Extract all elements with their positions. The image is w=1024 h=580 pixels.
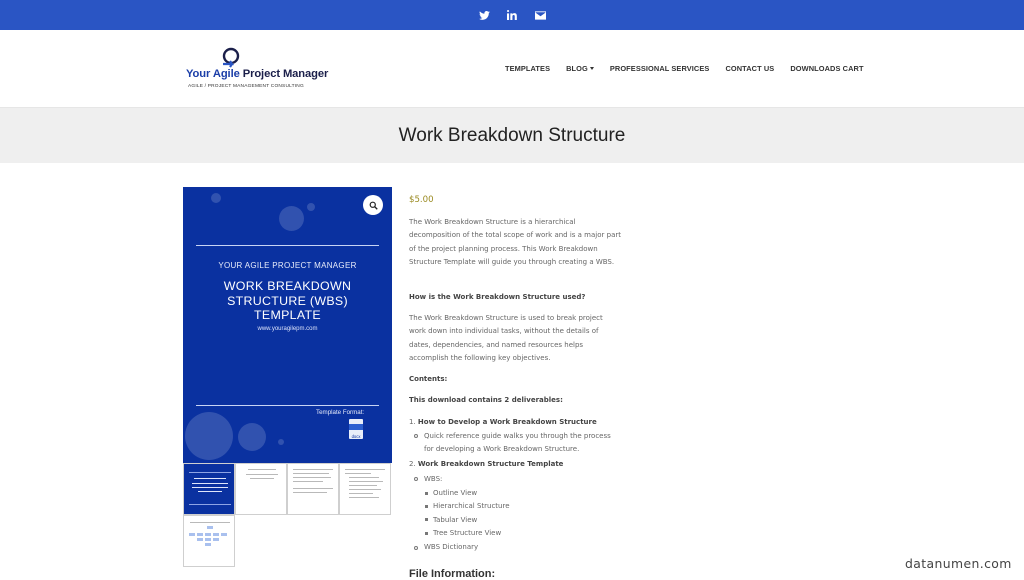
gallery-thumbnail[interactable] — [287, 463, 339, 515]
deliverable-item-2 — [409, 458, 563, 471]
decorative-circle — [278, 439, 284, 445]
twitter-icon[interactable] — [478, 9, 490, 21]
usage-text: The Work Breakdown Structure is used to break project work down into individual tasks, without the details of dates, dependencies, and named resources helps accomplish the following key objectives. — [409, 314, 603, 363]
site-header — [0, 30, 1024, 108]
zoom-button[interactable] — [363, 195, 383, 215]
logo-tagline: AGILE / PROJECT MANAGEMENT CONSULTING — [188, 84, 304, 89]
item-title: How to Develop a Work Breakdown Structure — [417, 418, 597, 426]
magnifier-icon — [369, 201, 378, 210]
item-number: 2. — [409, 460, 416, 468]
contents-heading: Contents: — [409, 375, 448, 383]
item1-description-line: for developing a Work Breakdown Structure. — [424, 445, 580, 453]
logo-text: Your Agile Project Manager — [186, 68, 329, 80]
bullet-circle — [414, 546, 418, 550]
bullet-square — [425, 492, 428, 495]
wbs-label: WBS: — [424, 475, 443, 483]
deliverables-heading: This download contains 2 deliverables: — [409, 396, 563, 404]
usage-heading: How is the Work Breakdown Structure used? — [409, 293, 586, 301]
nav-professional-services[interactable]: PROFESSIONAL SERVICES — [609, 64, 710, 73]
bullet-circle — [414, 434, 418, 438]
product-description: The Work Breakdown Structure is a hierarchical decomposition of the total scope of work and is a major part of the project planning process. This Work Breakdown Structure Template will guide you through creating a WBS. — [409, 218, 621, 267]
logo-swirl-icon — [220, 46, 244, 70]
cover-rule-bottom — [196, 405, 379, 406]
bullet-square — [425, 518, 428, 521]
product-main-image[interactable] — [183, 187, 392, 463]
nav-templates[interactable]: TEMPLATES — [505, 64, 551, 73]
wbs-view-item: Hierarchical Structure — [433, 502, 510, 510]
bullet-square — [425, 505, 428, 508]
gallery-thumbnail[interactable] — [183, 463, 235, 515]
docx-label: docx — [351, 434, 361, 439]
social-bar — [0, 0, 1024, 30]
item1-description-line: Quick reference guide walks you through the process — [424, 432, 611, 440]
cover-title — [183, 279, 392, 323]
wbs-view-item: Tree Structure View — [433, 529, 502, 537]
site-logo[interactable] — [186, 44, 346, 92]
nav-downloads-cart[interactable]: DOWNLOADS CART — [790, 64, 864, 73]
watermark: datanumen.com — [905, 556, 1012, 571]
gallery-thumbnail[interactable] — [339, 463, 391, 515]
main-nav — [505, 64, 864, 73]
cover-brand: YOUR AGILE PROJECT MANAGER — [218, 261, 357, 270]
bullet-square — [425, 532, 428, 535]
decorative-circle — [279, 206, 304, 231]
gallery-thumbnail[interactable] — [235, 463, 287, 515]
product-price: $5.00 — [409, 195, 434, 205]
caret-down-icon — [590, 67, 594, 70]
wbs-dictionary: WBS Dictionary — [424, 543, 479, 551]
cover-title-line: TEMPLATE — [254, 308, 321, 322]
cover-format-label: Template Format: — [316, 409, 365, 416]
item-number: 1. — [409, 418, 416, 426]
decorative-circle — [238, 423, 266, 451]
cover-title-line: STRUCTURE (WBS) — [227, 293, 348, 308]
cover-url: www.youragilepm.com — [257, 326, 318, 332]
page-title-band — [0, 108, 1024, 163]
decorative-circle — [307, 203, 315, 211]
nav-contact-us[interactable]: CONTACT US — [725, 64, 775, 73]
decorative-circle — [185, 412, 233, 460]
nav-blog[interactable] — [566, 64, 594, 73]
linkedin-icon[interactable] — [506, 9, 518, 21]
cover-title-line: WORK BREAKDOWN — [223, 279, 352, 293]
file-info-heading: File Information: — [409, 568, 496, 580]
wbs-view-item: Tabular View — [433, 516, 478, 524]
deliverable-item-1 — [409, 416, 597, 429]
cover-rule-top — [196, 245, 379, 246]
gallery-thumbnail[interactable] — [183, 515, 235, 567]
email-icon[interactable] — [534, 9, 546, 21]
bullet-circle — [414, 477, 418, 481]
page-title: Work Breakdown Structure — [398, 124, 626, 146]
wbs-view-item: Outline View — [433, 489, 478, 497]
decorative-circle — [211, 193, 221, 203]
nav-blog-label: BLOG — [566, 64, 588, 73]
item-title: Work Breakdown Structure Template — [417, 460, 564, 468]
